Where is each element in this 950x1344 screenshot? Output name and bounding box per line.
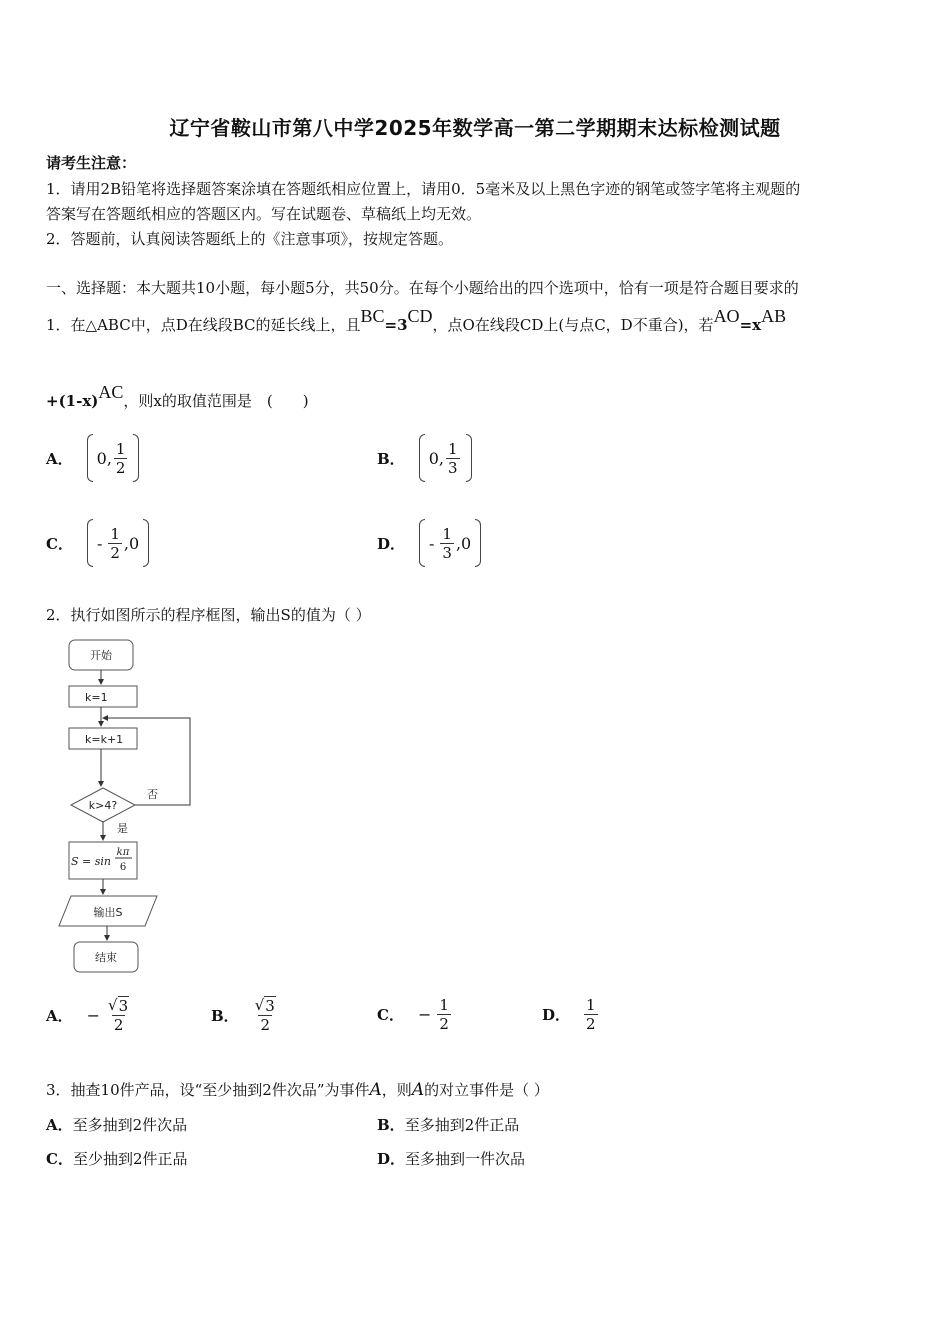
flow-start-label: 开始 (90, 649, 112, 662)
option-label: D． (542, 1006, 571, 1024)
option-label: B． (377, 449, 405, 468)
fraction-denominator: 3 (447, 458, 458, 477)
flow-yes-label: 是 (117, 822, 128, 835)
flow-init-label: k=1 (85, 691, 108, 704)
q3-text-1: 3．抽查10件产品，设“至少抽到2件次品”为事件 (46, 1081, 370, 1099)
fraction (437, 996, 451, 1033)
interval (87, 519, 149, 567)
vector-bc: BC (360, 306, 385, 326)
fraction: √ 3 2 (254, 996, 275, 1034)
option-text: 至多抽到一件次品 (405, 1150, 526, 1168)
fraction-denominator: 2 (586, 1015, 596, 1033)
event-a: A (369, 1080, 382, 1100)
program-flowchart (55, 636, 215, 981)
flow-condition-label: k>4? (88, 799, 118, 812)
flow-end-label: 结束 (95, 951, 117, 964)
section-heading: 一、选择题：本大题共10小题，每小题5分，共50分。在每个小题给出的四个选项中，恰有一项是符合题目要求的 (46, 279, 799, 297)
vector-ao: AO (713, 306, 740, 326)
option-label: C． (46, 1150, 73, 1168)
option-label: D． (377, 1150, 406, 1168)
flow-assign-numerator: kπ (116, 847, 130, 858)
interval (419, 434, 472, 482)
right-paren (475, 519, 481, 567)
option-label: C． (46, 534, 73, 553)
q3-text-2: ，则 (381, 1081, 412, 1099)
option-label: C． (377, 1006, 404, 1024)
right-paren (143, 519, 149, 567)
q1-text-3: ，点O在线段CD上(与点C，D不重合)，若 (432, 316, 714, 334)
option-label: B． (211, 1006, 239, 1025)
event-a: A (411, 1080, 425, 1100)
minus-sign: − (417, 1005, 432, 1024)
option-label: A． (46, 449, 73, 468)
interval-lead: 0, (96, 448, 112, 468)
q2-option-b[interactable] (211, 996, 280, 1034)
q3-option-d[interactable] (377, 1148, 525, 1169)
q1-text-5: +(1-x) (46, 392, 99, 410)
notice-heading: 请考生注意： (46, 154, 137, 172)
option-text: 至少抽到2件正品 (72, 1150, 188, 1168)
q1-option-d[interactable] (377, 519, 481, 567)
q3-option-b[interactable] (377, 1114, 519, 1135)
vector-ac: AC (98, 382, 124, 402)
option-label: B． (377, 1116, 405, 1134)
q1-text-2: =3 (384, 316, 408, 334)
vector-ab: AB (761, 306, 787, 326)
radicand: 3 (265, 997, 275, 1015)
q1-option-a[interactable] (46, 434, 139, 482)
fraction-denominator: 2 (110, 543, 120, 562)
question-2-stem: 2．执行如图所示的程序框图，输出S的值为（ ） (46, 606, 371, 624)
interval-lead: 0, (428, 448, 444, 468)
option-label: A． (46, 1006, 73, 1025)
q3-text-3: 的对立事件是（ ） (424, 1081, 549, 1099)
page-title: 辽宁省鞍山市第八中学2025年数学高一第二学期期末达标检测试题 (169, 116, 781, 140)
minus-sign: - (429, 533, 435, 553)
question-1-stem-cont (46, 382, 309, 411)
right-paren (466, 434, 472, 482)
notice-line-1b: 答案写在答题纸相应的答题区内。写在试题卷、草稿纸上均无效。 (46, 205, 482, 223)
flow-assign-denominator: 6 (119, 862, 127, 873)
question-3-stem (46, 1079, 549, 1100)
notice-line-1a: 1．请用2B铅笔将选择题答案涂填在答题纸相应位置上，请用0．5毫米及以上黑色字迹的钢笔或签字笔将主观题的 (46, 180, 801, 198)
q3-option-a[interactable] (46, 1114, 187, 1135)
q1-option-c[interactable] (46, 519, 149, 567)
interval-trail: ,0 (455, 533, 472, 553)
fraction-numerator: 1 (586, 996, 596, 1014)
fraction-numerator: 1 (442, 524, 452, 543)
q1-text-6: ，则x的取值范围是 ( ) (123, 392, 309, 410)
q3-option-c[interactable] (46, 1148, 188, 1169)
q1-option-b[interactable] (377, 434, 472, 482)
flow-no-label: 否 (147, 788, 158, 801)
notice-line-2: 2．答题前，认真阅读答题纸上的《注意事项》，按规定答题。 (46, 230, 454, 248)
fraction-denominator: 2 (439, 1015, 449, 1033)
fraction-denominator: 2 (260, 1016, 271, 1034)
q1-text-1: 1．在△ABC中，点D在线段BC的延长线上，且 (46, 316, 361, 334)
fraction-numerator: 1 (110, 524, 120, 543)
fraction-denominator: 2 (115, 458, 126, 477)
option-label: A． (46, 1116, 73, 1134)
q2-option-d[interactable] (542, 996, 600, 1033)
fraction-denominator: 2 (113, 1016, 124, 1034)
fraction-numerator: 1 (115, 439, 126, 458)
vector-cd: CD (407, 306, 433, 326)
interval (419, 519, 481, 567)
minus-sign: - (96, 533, 103, 553)
interval (87, 434, 140, 482)
option-text: 至多抽到2件次品 (72, 1116, 188, 1134)
q1-text-4: =x (739, 316, 762, 334)
flow-output-label: 输出S (93, 906, 123, 919)
minus-sign: − (86, 1005, 101, 1025)
radicand: 3 (118, 997, 129, 1015)
q2-option-a[interactable] (46, 996, 133, 1034)
fraction-numerator: 1 (447, 439, 458, 458)
option-label: D． (377, 534, 406, 553)
right-paren (133, 434, 139, 482)
fraction-denominator: 3 (442, 543, 452, 562)
fraction-numerator: 1 (439, 996, 449, 1014)
interval-trail: ,0 (123, 533, 140, 553)
fraction: √ 3 2 (108, 996, 129, 1034)
fraction (584, 996, 598, 1033)
flow-assign-lhs: S = sin (71, 855, 111, 868)
question-1-stem (46, 306, 787, 335)
option-text: 至多抽到2件正品 (404, 1116, 520, 1134)
q2-option-c[interactable] (377, 996, 453, 1033)
flow-update-label: k=k+1 (85, 733, 124, 746)
